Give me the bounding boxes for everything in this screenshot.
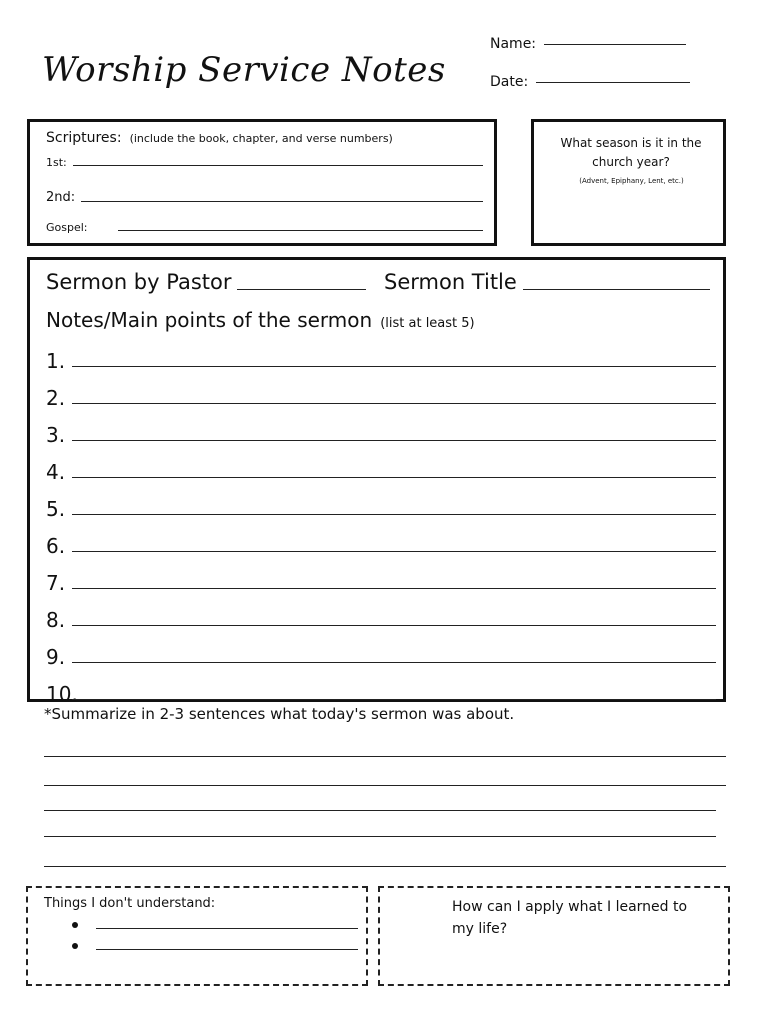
note-line[interactable] (72, 440, 716, 441)
understand-line[interactable] (96, 949, 358, 950)
season-examples: (Advent, Epiphany, Lent, etc.) (579, 177, 684, 185)
note-line[interactable] (72, 625, 716, 626)
sermon-box (27, 257, 726, 706)
note-number: 1. (46, 349, 66, 373)
note-line[interactable] (72, 588, 716, 589)
note-number: 4. (46, 460, 66, 484)
understand-bullet[interactable] (28, 922, 358, 933)
understand-label: Things I don't understand: (44, 896, 216, 911)
note-line[interactable] (72, 662, 716, 663)
sermon-title-label: Sermon Title (384, 270, 517, 294)
note-line[interactable] (72, 366, 716, 367)
apply-box[interactable] (378, 886, 730, 986)
note-number: 10. (46, 682, 78, 706)
notes-hint: (list at least 5) (380, 316, 475, 331)
gospel-row[interactable] (46, 221, 483, 234)
understand-line[interactable] (96, 928, 358, 929)
note-item[interactable] (46, 484, 716, 521)
scriptures-note: (include the book, chapter, and verse numbers) (129, 132, 393, 145)
note-line[interactable] (72, 403, 716, 404)
sermon-title-field[interactable] (384, 270, 710, 294)
note-line[interactable] (72, 699, 716, 700)
season-box[interactable] (531, 119, 726, 246)
note-number: 6. (46, 534, 66, 558)
scriptures-box (27, 119, 497, 246)
date-label: Date: (490, 74, 529, 90)
first-reading-label: 1st: (46, 156, 67, 169)
note-item[interactable] (46, 373, 716, 410)
note-item[interactable] (46, 410, 716, 447)
name-label: Name: (490, 36, 537, 52)
note-number: 9. (46, 645, 66, 669)
note-item[interactable] (46, 336, 716, 373)
note-line[interactable] (72, 551, 716, 552)
sermon-title-line[interactable] (523, 289, 710, 290)
gospel-label: Gospel: (46, 221, 88, 234)
summary-line-1[interactable] (44, 756, 726, 757)
pastor-line[interactable] (237, 289, 366, 290)
name-field[interactable] (490, 36, 686, 52)
notes-list (46, 336, 716, 706)
note-number: 8. (46, 608, 66, 632)
summary-line-3[interactable] (44, 810, 716, 811)
apply-question: How can I apply what I learned to my life? (452, 899, 688, 937)
note-number: 2. (46, 386, 66, 410)
sermon-header-row (46, 270, 710, 294)
understand-bullet[interactable] (28, 943, 358, 954)
note-number: 3. (46, 423, 66, 447)
summary-prompt: *Summarize in 2-3 sentences what today's sermon was about. (44, 705, 515, 723)
season-question: What season is it in the church year? (560, 136, 702, 169)
date-line[interactable] (536, 82, 690, 83)
note-item[interactable] (46, 447, 716, 484)
note-item[interactable] (46, 669, 716, 706)
second-reading-line[interactable] (81, 201, 483, 202)
date-field[interactable] (490, 74, 690, 90)
bullet-icon (72, 943, 78, 949)
pastor-label: Sermon by Pastor (46, 270, 232, 294)
understand-box (26, 886, 368, 986)
second-reading-row[interactable] (46, 190, 483, 205)
bullet-icon (72, 922, 78, 928)
note-number: 7. (46, 571, 66, 595)
note-number: 5. (46, 497, 66, 521)
second-reading-label: 2nd: (46, 190, 76, 205)
page-title: Worship Service Notes (42, 50, 446, 90)
gospel-line[interactable] (118, 230, 484, 231)
note-line[interactable] (72, 514, 716, 515)
summary-line-4[interactable] (44, 836, 716, 837)
notes-label: Notes/Main points of the sermon (46, 308, 373, 332)
note-item[interactable] (46, 632, 716, 669)
first-reading-line[interactable] (73, 165, 483, 166)
understand-bullets (28, 912, 358, 954)
notes-heading (46, 308, 475, 332)
summary-line-2[interactable] (44, 785, 726, 786)
pastor-field[interactable] (46, 270, 366, 294)
note-item[interactable] (46, 595, 716, 632)
note-line[interactable] (72, 477, 716, 478)
first-reading-row[interactable] (46, 156, 483, 169)
scriptures-heading (46, 130, 393, 146)
note-item[interactable] (46, 521, 716, 558)
name-line[interactable] (544, 44, 686, 45)
summary-line-5[interactable] (44, 866, 726, 867)
note-item[interactable] (46, 558, 716, 595)
scriptures-label: Scriptures: (46, 130, 122, 146)
